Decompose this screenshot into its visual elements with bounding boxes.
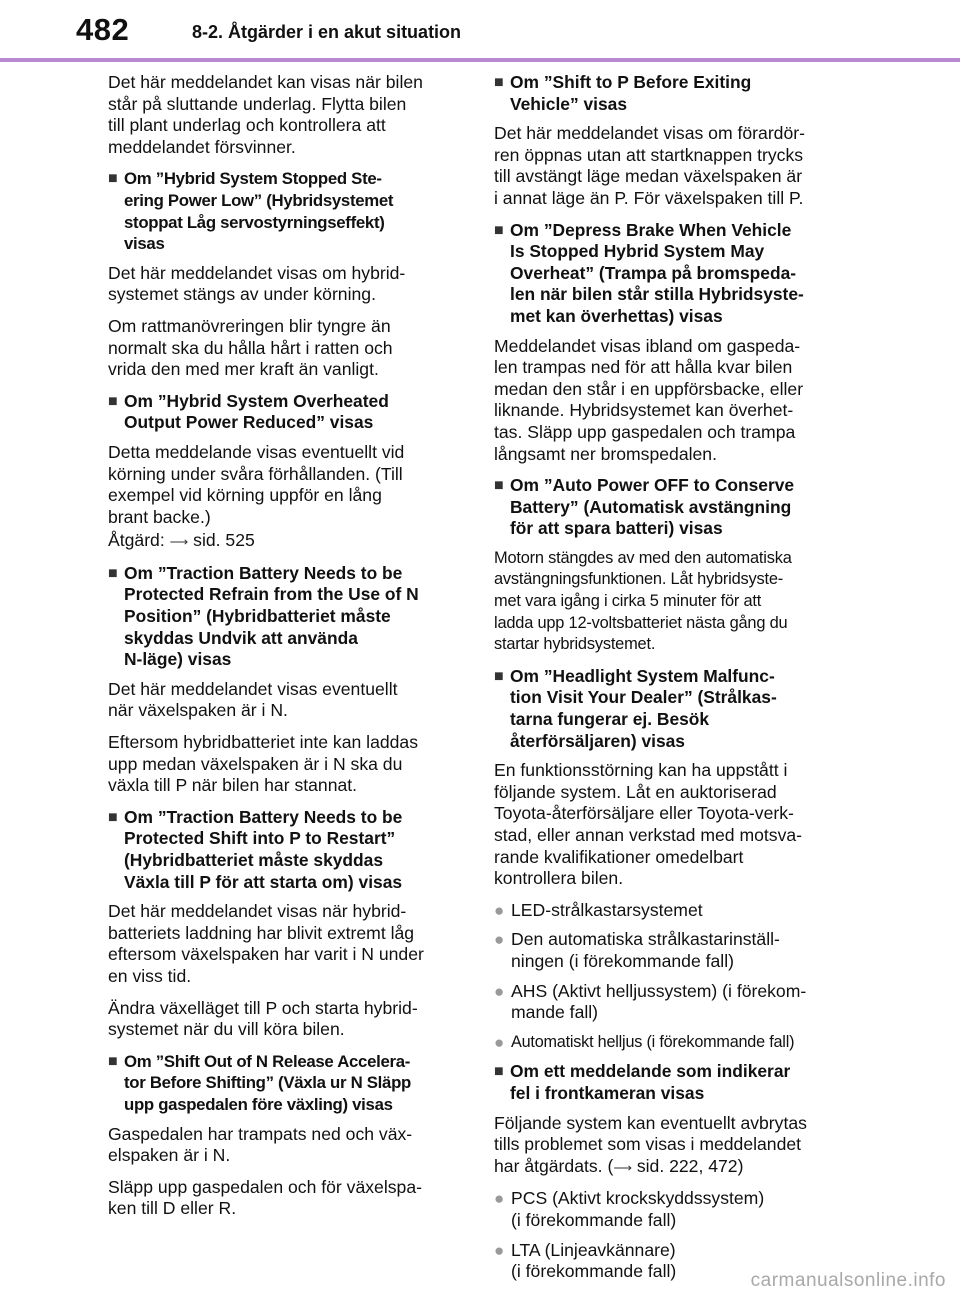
paragraph: Ändra växelläget till P och starta hybrid- systemet när du vill köra bilen. <box>108 997 418 1040</box>
section-heading <box>494 666 854 752</box>
paragraph: Eftersom hybridbatteriet inte kan laddas upp medan växelspaken är i N ska du växla till P när bilen har stannat. <box>108 732 419 796</box>
square-bullet-icon: ■ <box>494 477 504 495</box>
paragraph: Det här meddelandet visas om förardör- ren öppnas utan att startknappen trycks till avstängt läge medan växelspaken är i annat läge än P. För växelspaken till P. <box>494 123 805 208</box>
section-heading <box>494 220 854 328</box>
paragraph: Motorn stängdes av med den automatiska avstängningsfunktionen. Låt hybridsyste- met vara igång i cirka 5 minuter för att ladda upp 12-voltsbatteriet nästa gång du startar hybridsystemet. <box>494 548 792 654</box>
section-heading <box>494 1061 854 1104</box>
heading-text: Om ett meddelande som indikerar fel i frontkameran visas <box>510 1061 791 1103</box>
section-heading <box>108 168 466 254</box>
list-item-text: LED-strålkastarsystemet <box>511 899 703 920</box>
square-bullet-icon: ■ <box>108 808 118 826</box>
list-item-text: PCS (Aktivt krockskyddssystem) (i förekommande fall) <box>511 1188 765 1230</box>
heading-text: Om ”Shift Out of N Release Accelera- tor Before Shifting” (Växla ur N Släpp upp gaspedalen före växling) visas <box>124 1051 411 1114</box>
bullet-dot-icon: ● <box>494 981 505 1001</box>
paragraph: Det här meddelandet visas om hybrid- systemet stängs av under körning. <box>108 262 406 305</box>
square-bullet-icon: ■ <box>494 221 504 239</box>
paragraph: Det här meddelandet visas eventuellt när växelspaken är i N. <box>108 678 398 721</box>
page-reference-link[interactable]: sid. 222, 472) <box>636 1155 744 1176</box>
section-heading <box>494 475 854 540</box>
square-bullet-icon: ■ <box>108 1052 118 1070</box>
watermark: carmanualsonline.info <box>750 1270 946 1291</box>
heading-text: Om ”Traction Battery Needs to be Protected Refrain from the Use of N Position” (Hybridbatteriet måste skyddas Undvik att använda N-läge) visas <box>124 562 419 670</box>
square-bullet-icon: ■ <box>494 667 504 685</box>
list-item <box>494 1032 854 1054</box>
section-heading <box>108 807 466 893</box>
list-item <box>494 981 854 1024</box>
section-heading <box>108 1051 466 1116</box>
heading-text: Om ”Auto Power OFF to Conserve Battery” (Automatisk avstängning för att spara batteri) visas <box>510 475 795 539</box>
square-bullet-icon: ■ <box>108 564 118 582</box>
reference-paragraph <box>494 1113 854 1179</box>
left-column <box>108 72 466 1230</box>
paragraph: Det här meddelandet visas när hybrid- batteriets laddning har blivit extremt låg eftersom växelspaken har varit i N under en viss tid. <box>108 901 424 986</box>
list-item-text: LTA (Linjeavkännare) (i förekommande fall) <box>511 1239 677 1282</box>
list-item-text: Automatiskt helljus (i förekommande fall) <box>511 1032 795 1051</box>
heading-text: Om ”Hybrid System Overheated Output Power Reduced” visas <box>124 390 389 433</box>
paragraph: En funktionsstörning kan ha uppstått i följande system. Låt en auktoriserad Toyota-återförsäljare eller Toyota-verk- stad, eller annan verkstad med motsva- rande kvalifikationer omedelbart kontrollera bilen. <box>494 760 803 889</box>
heading-text: Om ”Headlight System Malfunc- tion Visit Your Dealer” (Strålkas- tarna fungerar ej. Besök återförsäljaren) visas <box>510 665 777 751</box>
page-reference-link[interactable]: sid. 525 <box>193 530 255 551</box>
paragraph-text: Följande system kan eventuellt avbrytas tills problemet som visas i meddelandet har åtgärdats. ( <box>494 1112 807 1176</box>
square-bullet-icon: ■ <box>494 74 504 91</box>
page-number: 482 <box>76 12 130 47</box>
paragraph: Meddelandet visas ibland om gaspeda- len trampas ned för att hålla kvar bilen medan den står i en uppförsbacke, eller liknande. Hybridsystemet kan överhet- tas. Släpp upp gaspedalen och trampa långsamt ner bromspedalen. <box>494 335 804 464</box>
paragraph: Släpp upp gaspedalen och för växelspa- ken till D eller R. <box>108 1176 422 1219</box>
reference-prefix: Åtgärd: <box>108 530 170 551</box>
page-header <box>0 0 960 62</box>
heading-text: Om ”Shift to P Before Exiting Vehicle” visas <box>510 72 752 114</box>
paragraph: Gaspedalen har trampats ned och väx- elspaken är i N. <box>108 1123 413 1166</box>
header-rule <box>0 58 960 62</box>
paragraph: Det här meddelandet kan visas när bilen står på sluttande underlag. Flytta bilen till plant underlag och kontrollera att meddelandet försvinner. <box>108 72 423 157</box>
bullet-dot-icon: ● <box>494 930 505 950</box>
arrow-right-icon: ⟶ <box>613 1159 632 1175</box>
heading-text: Om ”Traction Battery Needs to be Protected Shift into P to Restart” (Hybridbatteriet måste skyddas Växla till P för att starta om) visas <box>124 806 403 892</box>
arrow-right-icon: ⟶ <box>169 534 189 550</box>
bullet-dot-icon: ● <box>494 1189 505 1209</box>
square-bullet-icon: ■ <box>108 392 118 410</box>
chapter-title: 8-2. Åtgärder i en akut situation <box>192 22 462 42</box>
list-item-text: AHS (Aktivt helljussystem) (i förekom- mande fall) <box>511 980 807 1023</box>
bullet-dot-icon: ● <box>494 1032 505 1052</box>
square-bullet-icon: ■ <box>108 170 118 188</box>
square-bullet-icon: ■ <box>494 1063 504 1081</box>
right-column <box>494 72 854 1291</box>
section-heading <box>108 563 466 671</box>
section-heading <box>494 72 854 115</box>
list-item-text: Den automatiska strålkastarinställ- ningen (i förekommande fall) <box>511 929 780 971</box>
bullet-dot-icon: ● <box>494 900 505 920</box>
heading-text: Om ”Depress Brake When Vehicle Is Stopped Hybrid System May Overheat” (Trampa på bromspeda- len när bilen står stilla Hybridsyste- met kan överhettas) visas <box>510 219 804 326</box>
heading-text: Om ”Hybrid System Stopped Ste- ering Power Low” (Hybridsystemet stoppat Låg servostyrningseffekt) visas <box>124 169 394 254</box>
bullet-dot-icon: ● <box>494 1240 505 1260</box>
list-item <box>494 929 854 972</box>
section-heading <box>108 391 466 434</box>
list-item <box>494 900 854 922</box>
reference-line <box>108 530 466 553</box>
paragraph: Detta meddelande visas eventuellt vid körning under svåra förhållanden. (Till exempel vid körning uppför en lång brant backe.) <box>108 441 405 527</box>
list-item <box>494 1188 854 1231</box>
paragraph: Om rattmanövreringen blir tyngre än normalt ska du hålla hårt i ratten och vrida den med mer kraft än vanligt. <box>108 315 393 380</box>
